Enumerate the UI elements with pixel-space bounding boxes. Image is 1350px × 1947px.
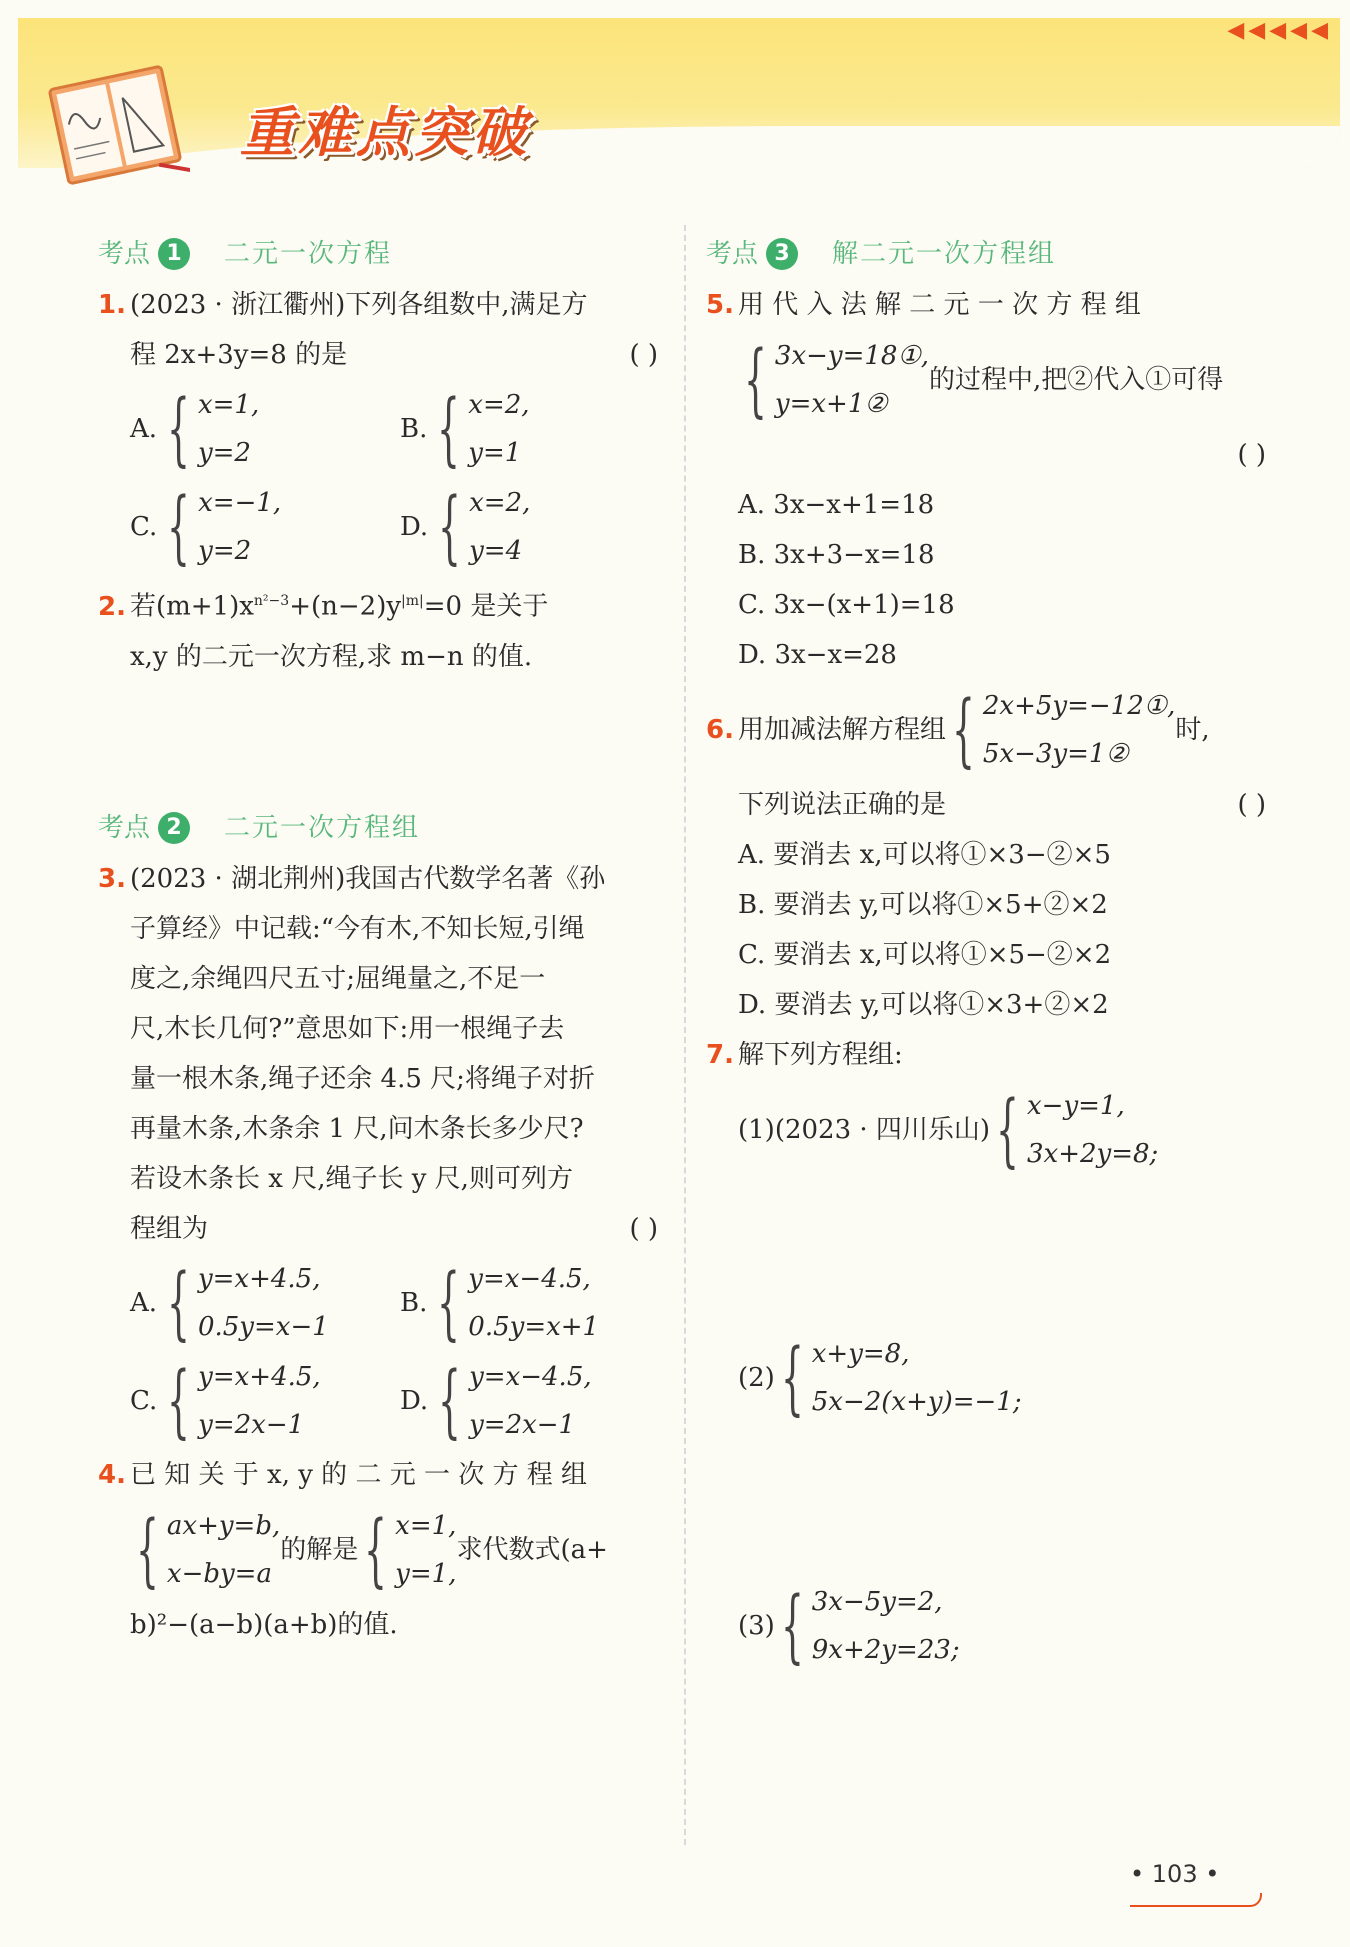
- equation: y=2: [198, 536, 252, 566]
- section-number-badge: 1: [158, 238, 190, 270]
- equation: 2x+5y=−12①,: [982, 691, 1176, 721]
- question-2: [98, 576, 658, 682]
- equation: x=2,: [468, 390, 530, 420]
- question-text: =0 是关于: [423, 591, 549, 622]
- brace: {: [167, 1255, 190, 1349]
- option-d: D. 3x−x=28: [738, 640, 897, 670]
- question-text: 子算经》中记载:“今有木,不知长短,引绳: [130, 913, 585, 944]
- option-c: C. 要消去 x,可以将①×5−②×2: [738, 940, 1112, 970]
- answer-blank: ( ): [1237, 440, 1266, 470]
- equation: x−y=1,: [1027, 1091, 1125, 1121]
- section-header-3: [706, 228, 1266, 280]
- question-number: 3.: [98, 863, 126, 894]
- question-4: [98, 1450, 658, 1650]
- question-text: 再量木条,木条余 1 尺,问木条长多少尺?: [130, 1113, 584, 1144]
- brace: {: [438, 480, 462, 573]
- option-label: D.: [400, 1385, 429, 1416]
- section-header-1: [98, 228, 658, 280]
- brace: {: [996, 1083, 1020, 1176]
- question-7: [706, 1030, 1266, 1676]
- equation: x=2,: [469, 488, 531, 518]
- equation: 0.5y=x+1: [468, 1311, 600, 1342]
- equation: x+y=8,: [811, 1339, 910, 1369]
- equation: x=1,: [197, 390, 260, 420]
- page-number: • 103 •: [1130, 1860, 1220, 1888]
- option-label: B.: [400, 1287, 428, 1318]
- options: [130, 380, 658, 576]
- brace: {: [437, 382, 461, 475]
- option-a: [130, 1254, 400, 1352]
- brace: {: [167, 382, 190, 475]
- question-5: [706, 280, 1266, 680]
- section-label: 考点: [98, 812, 151, 843]
- question-text: 程组为: [130, 1213, 209, 1244]
- option-label: A.: [130, 414, 158, 444]
- brace: {: [167, 1353, 191, 1447]
- equation: y=1: [468, 438, 522, 468]
- answer-blank: ( ): [1237, 790, 1266, 820]
- option-b: B. 3x+3−x=18: [738, 540, 935, 570]
- equation: y=x+1②: [774, 389, 888, 419]
- equation: 5x−3y=1②: [982, 739, 1129, 769]
- equation: x=−1,: [198, 488, 282, 518]
- answer-space: [706, 1180, 1266, 1328]
- option-c: [130, 478, 400, 576]
- equation: y=4: [469, 536, 523, 566]
- question-text: 下列说法正确的是: [738, 790, 947, 820]
- brace: {: [951, 683, 975, 776]
- sub-question-2: [706, 1328, 1266, 1428]
- notebook-icon: [40, 55, 190, 195]
- brace: {: [743, 333, 767, 426]
- equation: y=x+4.5,: [198, 1361, 321, 1392]
- left-column: [98, 228, 658, 1650]
- question-number: 4.: [98, 1459, 126, 1490]
- option-b: B. 要消去 y,可以将①×5+②×2: [738, 890, 1108, 920]
- question-text: 时,: [1175, 715, 1210, 745]
- right-column: [706, 228, 1266, 1676]
- section-label: 考点: [706, 239, 759, 269]
- brace: {: [438, 1353, 462, 1447]
- banner-curve: [18, 126, 1340, 168]
- question-6: [706, 680, 1266, 1030]
- answer-blank: ( ): [629, 1213, 658, 1244]
- column-divider: [684, 225, 686, 1845]
- option-b: [400, 380, 670, 478]
- equation: 0.5y=x−1: [197, 1311, 329, 1342]
- option-c: C. 3x−(x+1)=18: [738, 590, 955, 620]
- question-text: (2023 · 湖北荆州)我国古代数学名著《孙: [129, 863, 606, 894]
- question-text: b)²−(a−b)(a+b)的值.: [130, 1609, 398, 1640]
- option-label: A.: [130, 1287, 158, 1318]
- equation: ax+y=b,: [166, 1510, 281, 1541]
- options: [130, 1254, 658, 1450]
- page-number-underline: [1130, 1893, 1262, 1907]
- section-number-badge: 3: [766, 238, 798, 270]
- equation: x−by=a: [166, 1558, 272, 1589]
- sub-question-1: [706, 1080, 1266, 1180]
- brace: {: [780, 1579, 804, 1672]
- question-text: 度之,余绳四尺五寸;屈绳量之,不足一: [130, 963, 546, 994]
- question-text: 的过程中,把②代入①可得: [929, 365, 1224, 395]
- equation: y=1,: [395, 1558, 457, 1589]
- equation: y=x−4.5,: [469, 1361, 592, 1392]
- banner-title: 重难点突破: [240, 101, 530, 164]
- equation: 9x+2y=23;: [811, 1635, 960, 1665]
- question-text: 若(m+1)x: [129, 591, 254, 622]
- question-text: +(n−2)y: [289, 591, 402, 622]
- brace: {: [364, 1502, 388, 1596]
- question-text: 用 代 入 法 解 二 元 一 次 方 程 组: [737, 290, 1141, 320]
- brace: {: [167, 480, 191, 573]
- equation: y=2x−1: [469, 1409, 576, 1440]
- question-text: 解下列方程组:: [737, 1040, 903, 1070]
- question-text: 的解是: [280, 1534, 359, 1565]
- section-title: 二元一次方程: [224, 239, 393, 269]
- option-label: B.: [400, 414, 428, 444]
- equation: x=1,: [395, 1510, 457, 1541]
- answer-space: [706, 1428, 1266, 1576]
- question-text: 已 知 关 于 x, y 的 二 元 一 次 方 程 组: [129, 1459, 588, 1490]
- question-number: 2.: [98, 591, 126, 622]
- option-d: [400, 1352, 670, 1450]
- equation: 5x−2(x+y)=−1;: [811, 1387, 1022, 1417]
- question-number: 1.: [98, 290, 126, 320]
- option-d: D. 要消去 y,可以将①×3+②×2: [738, 990, 1109, 1020]
- question-text: (2023 · 浙江衢州)下列各组数中,满足方: [129, 290, 588, 320]
- section-label: 考点: [98, 239, 151, 269]
- option-c: [130, 1352, 400, 1450]
- question-text: 用加减法解方程组: [737, 715, 946, 745]
- option-a: A. 要消去 x,可以将①×3−②×5: [738, 840, 1111, 870]
- answer-blank: ( ): [629, 340, 658, 370]
- option-a: [130, 380, 400, 478]
- equation: y=2x−1: [198, 1409, 305, 1440]
- brace: {: [135, 1502, 159, 1596]
- option-d: [400, 478, 670, 576]
- question-text: 程 2x+3y=8 的是: [130, 340, 348, 370]
- sub-question-label: (1)(2023 · 四川乐山): [738, 1115, 991, 1145]
- question-number: 5.: [706, 290, 734, 320]
- option-label: D.: [400, 512, 429, 542]
- equation: y=x−4.5,: [468, 1263, 591, 1294]
- sub-question-label: (3): [738, 1611, 775, 1641]
- question-text: 量一根木条,绳子还余 4.5 尺;将绳子对折: [130, 1063, 595, 1094]
- option-label: C.: [130, 512, 158, 542]
- question-text: x,y 的二元一次方程,求 m−n 的值.: [130, 641, 533, 672]
- sub-question-3: [706, 1576, 1266, 1676]
- question-number: 6.: [706, 715, 734, 745]
- section-number-badge: 2: [158, 812, 190, 844]
- equation: 3x+2y=8;: [1027, 1139, 1159, 1169]
- question-text: 若设木条长 x 尺,绳子长 y 尺,则可列方: [130, 1163, 573, 1194]
- equation: 3x−5y=2,: [811, 1587, 943, 1617]
- arrow-decoration: ◀◀◀◀◀: [1227, 18, 1332, 43]
- equation: y=x+4.5,: [197, 1263, 321, 1294]
- section-header-2: [98, 802, 658, 854]
- brace: {: [437, 1255, 461, 1349]
- exponent: n²−3: [253, 593, 290, 609]
- option-label: C.: [130, 1385, 158, 1416]
- question-3: [98, 854, 658, 1450]
- option-a: A. 3x−x+1=18: [738, 490, 935, 520]
- exponent: |m|: [401, 593, 424, 609]
- equation: y=2: [197, 438, 251, 468]
- brace: {: [780, 1331, 804, 1424]
- header-banner: [18, 18, 1340, 168]
- question-1: [98, 280, 658, 576]
- answer-space: [98, 682, 658, 802]
- option-b: [400, 1254, 670, 1352]
- sub-question-label: (2): [738, 1363, 775, 1393]
- section-title: 解二元一次方程组: [832, 239, 1057, 269]
- question-text: 尺,木长几何?”意思如下:用一根绳子去: [130, 1013, 565, 1044]
- section-title: 二元一次方程组: [224, 812, 421, 843]
- equation: 3x−y=18①,: [774, 341, 930, 371]
- question-text: 求代数式(a+: [456, 1534, 608, 1565]
- question-number: 7.: [706, 1040, 734, 1070]
